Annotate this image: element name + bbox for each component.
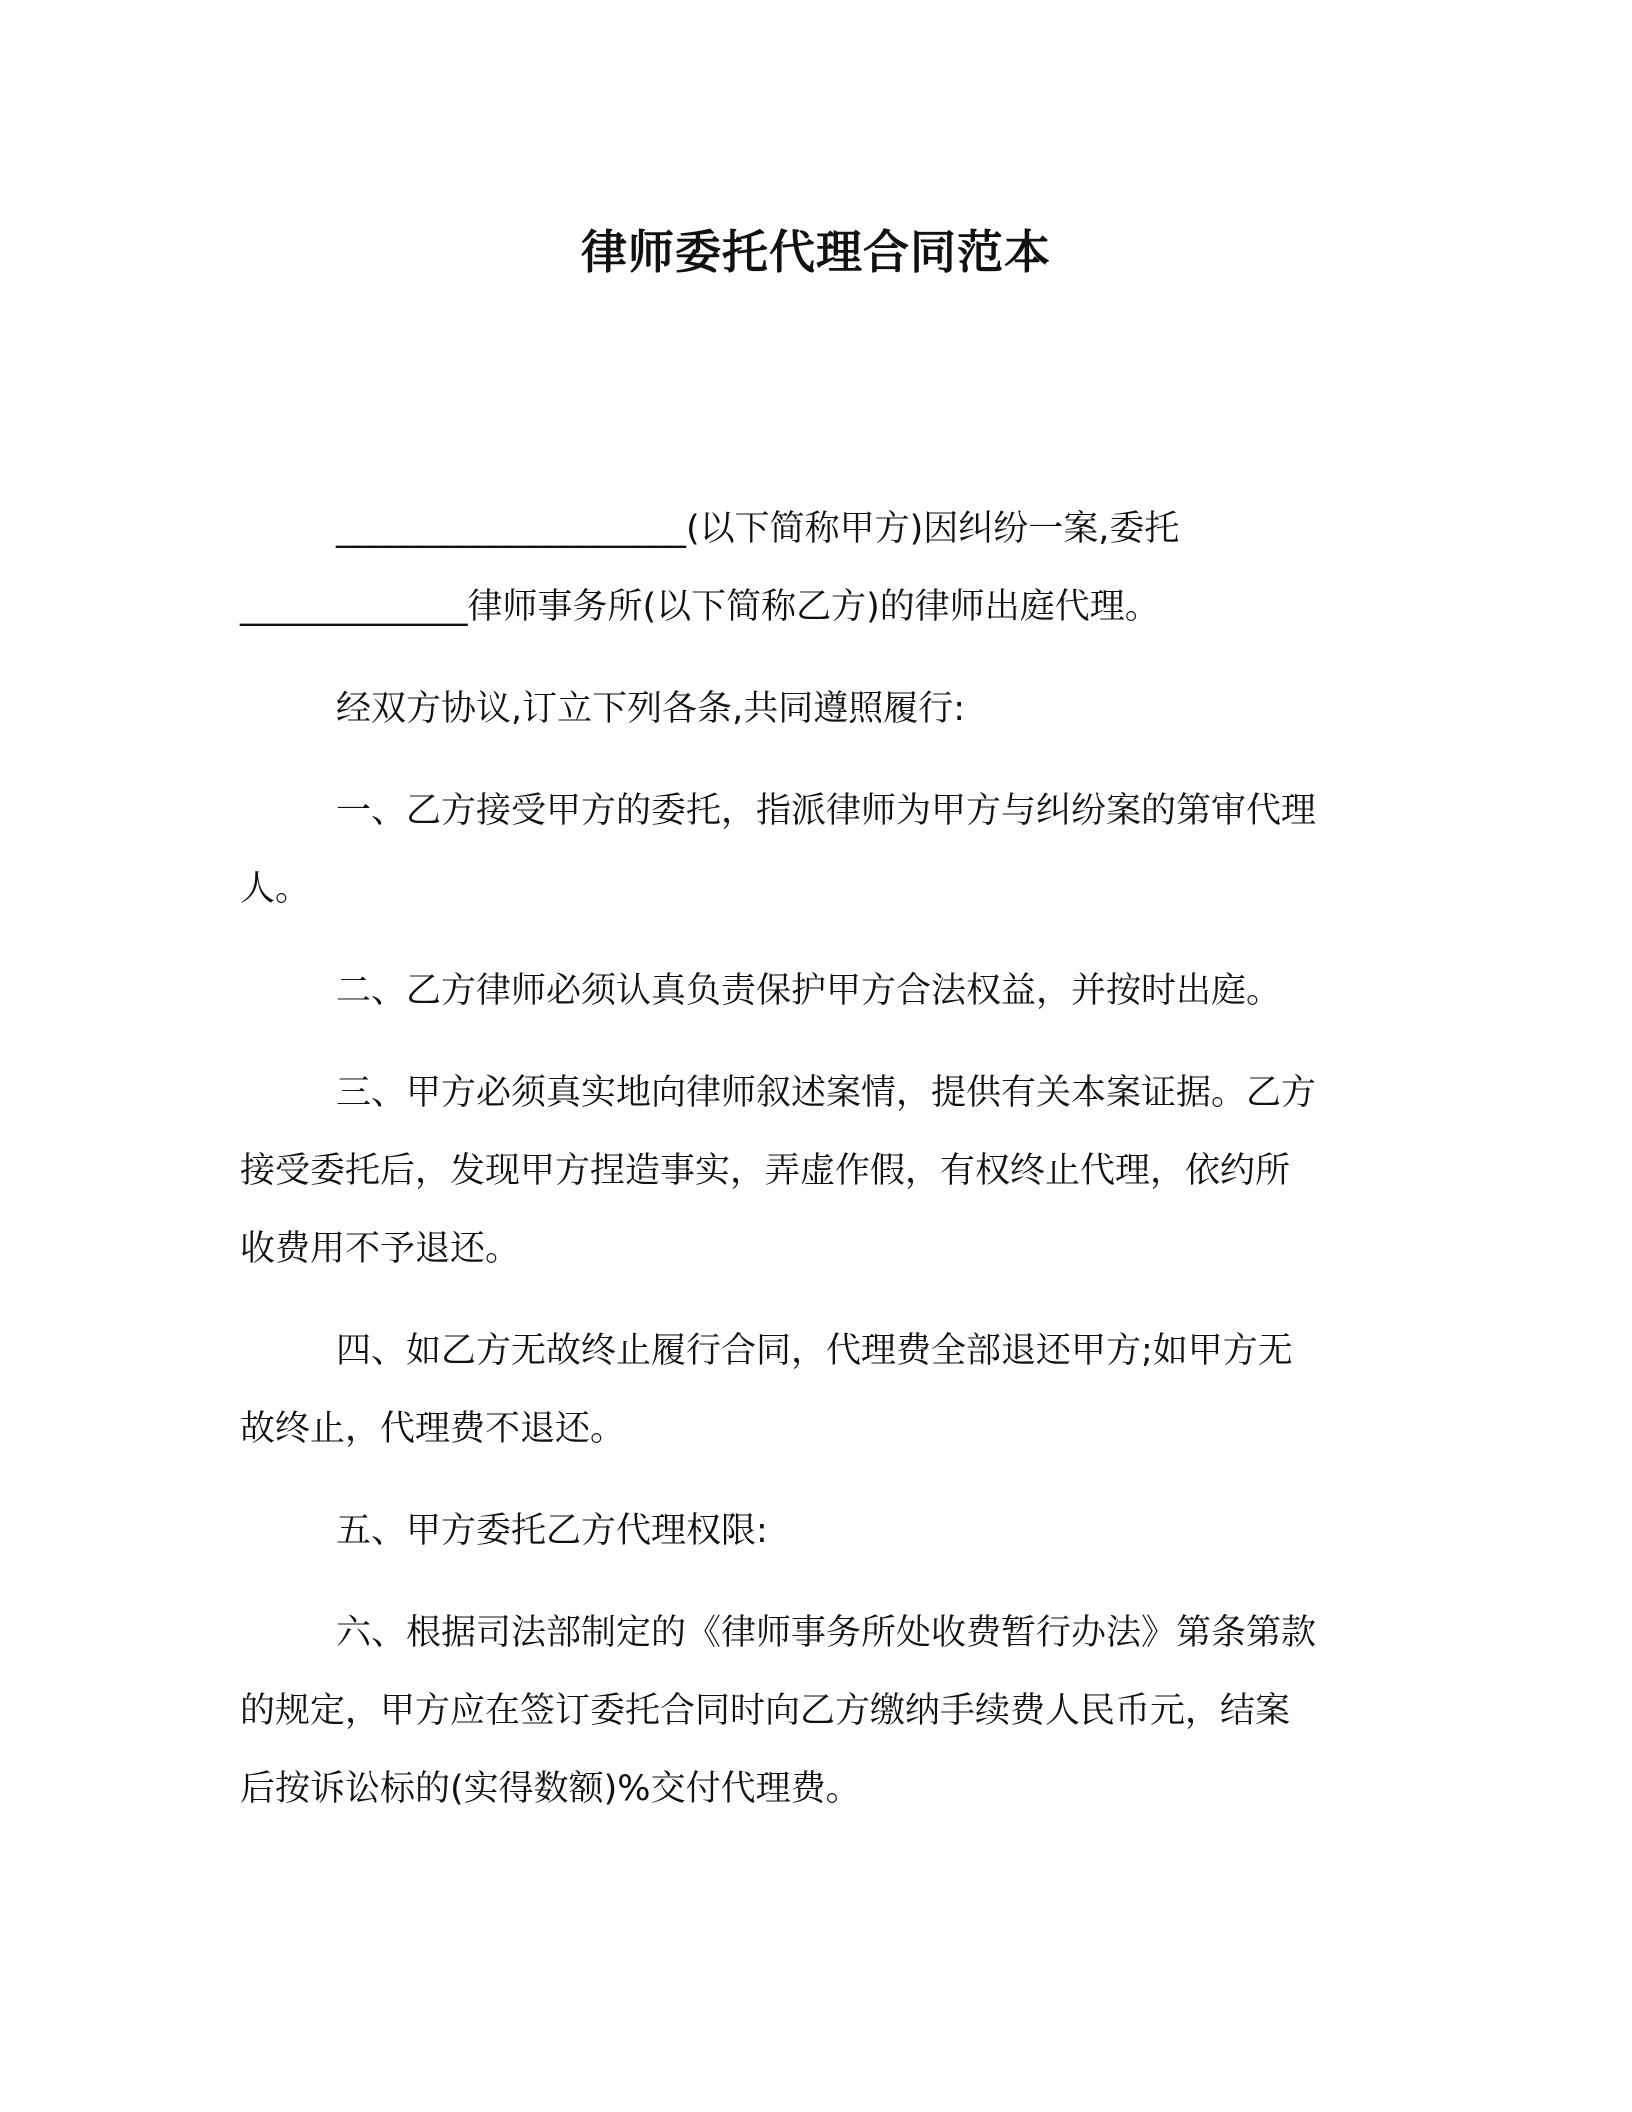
document-title: 律师委托代理合同范本 [581, 225, 1051, 279]
intro-paragraph [240, 490, 1400, 646]
intro-line-2: _____________律师事务所(以下简称乙方)的律师出庭代理。 [240, 587, 1160, 627]
clause-6-line-2: 的规定，甲方应在签订委托合同时向乙方缴纳手续费人民币元，结案 [240, 1691, 1291, 1731]
clause-5 [240, 1492, 1400, 1570]
clause-4-line-1: 四、如乙方无故终止履行合同，代理费全部退还甲方;如甲方无 [336, 1331, 1293, 1371]
clause-1 [240, 772, 1400, 928]
clause-6-line-1: 六、根据司法部制定的《律师事务所处收费暂行办法》第条第款 [336, 1613, 1317, 1653]
clause-6 [240, 1594, 1400, 1828]
clause-5-line-1: 五、甲方委托乙方代理权限: [336, 1511, 768, 1551]
intro-line-1: ____________________(以下简称甲方)因纠纷一案,委托 [336, 509, 1180, 549]
clause-3-line-1: 三、甲方必须真实地向律师叙述案情，提供有关本案证据。乙方 [336, 1073, 1317, 1113]
clause-1-line-1: 一、乙方接受甲方的委托，指派律师为甲方与纠纷案的第审代理 [336, 791, 1317, 831]
clause-2-line-1: 二、乙方律师必须认真负责保护甲方合法权益，并按时出庭。 [336, 971, 1282, 1011]
clause-4 [240, 1312, 1400, 1468]
document-body [240, 490, 1400, 1852]
clause-3-line-3: 收费用不予退还。 [240, 1229, 521, 1269]
clause-6-line-3: 后按诉讼标的(实得数额)%交付代理费。 [240, 1769, 861, 1809]
clause-4-line-2: 故终止，代理费不退还。 [240, 1409, 626, 1449]
clause-1-line-2: 人。 [240, 869, 311, 909]
clause-3-line-2: 接受委托后，发现甲方捏造事实，弄虚作假，有权终止代理，依约所 [240, 1151, 1291, 1191]
agreement-line: 经双方协议,订立下列各条,共同遵照履行: [336, 689, 966, 729]
agreement-paragraph [240, 670, 1400, 748]
clause-3 [240, 1054, 1400, 1288]
clause-2 [240, 952, 1400, 1030]
